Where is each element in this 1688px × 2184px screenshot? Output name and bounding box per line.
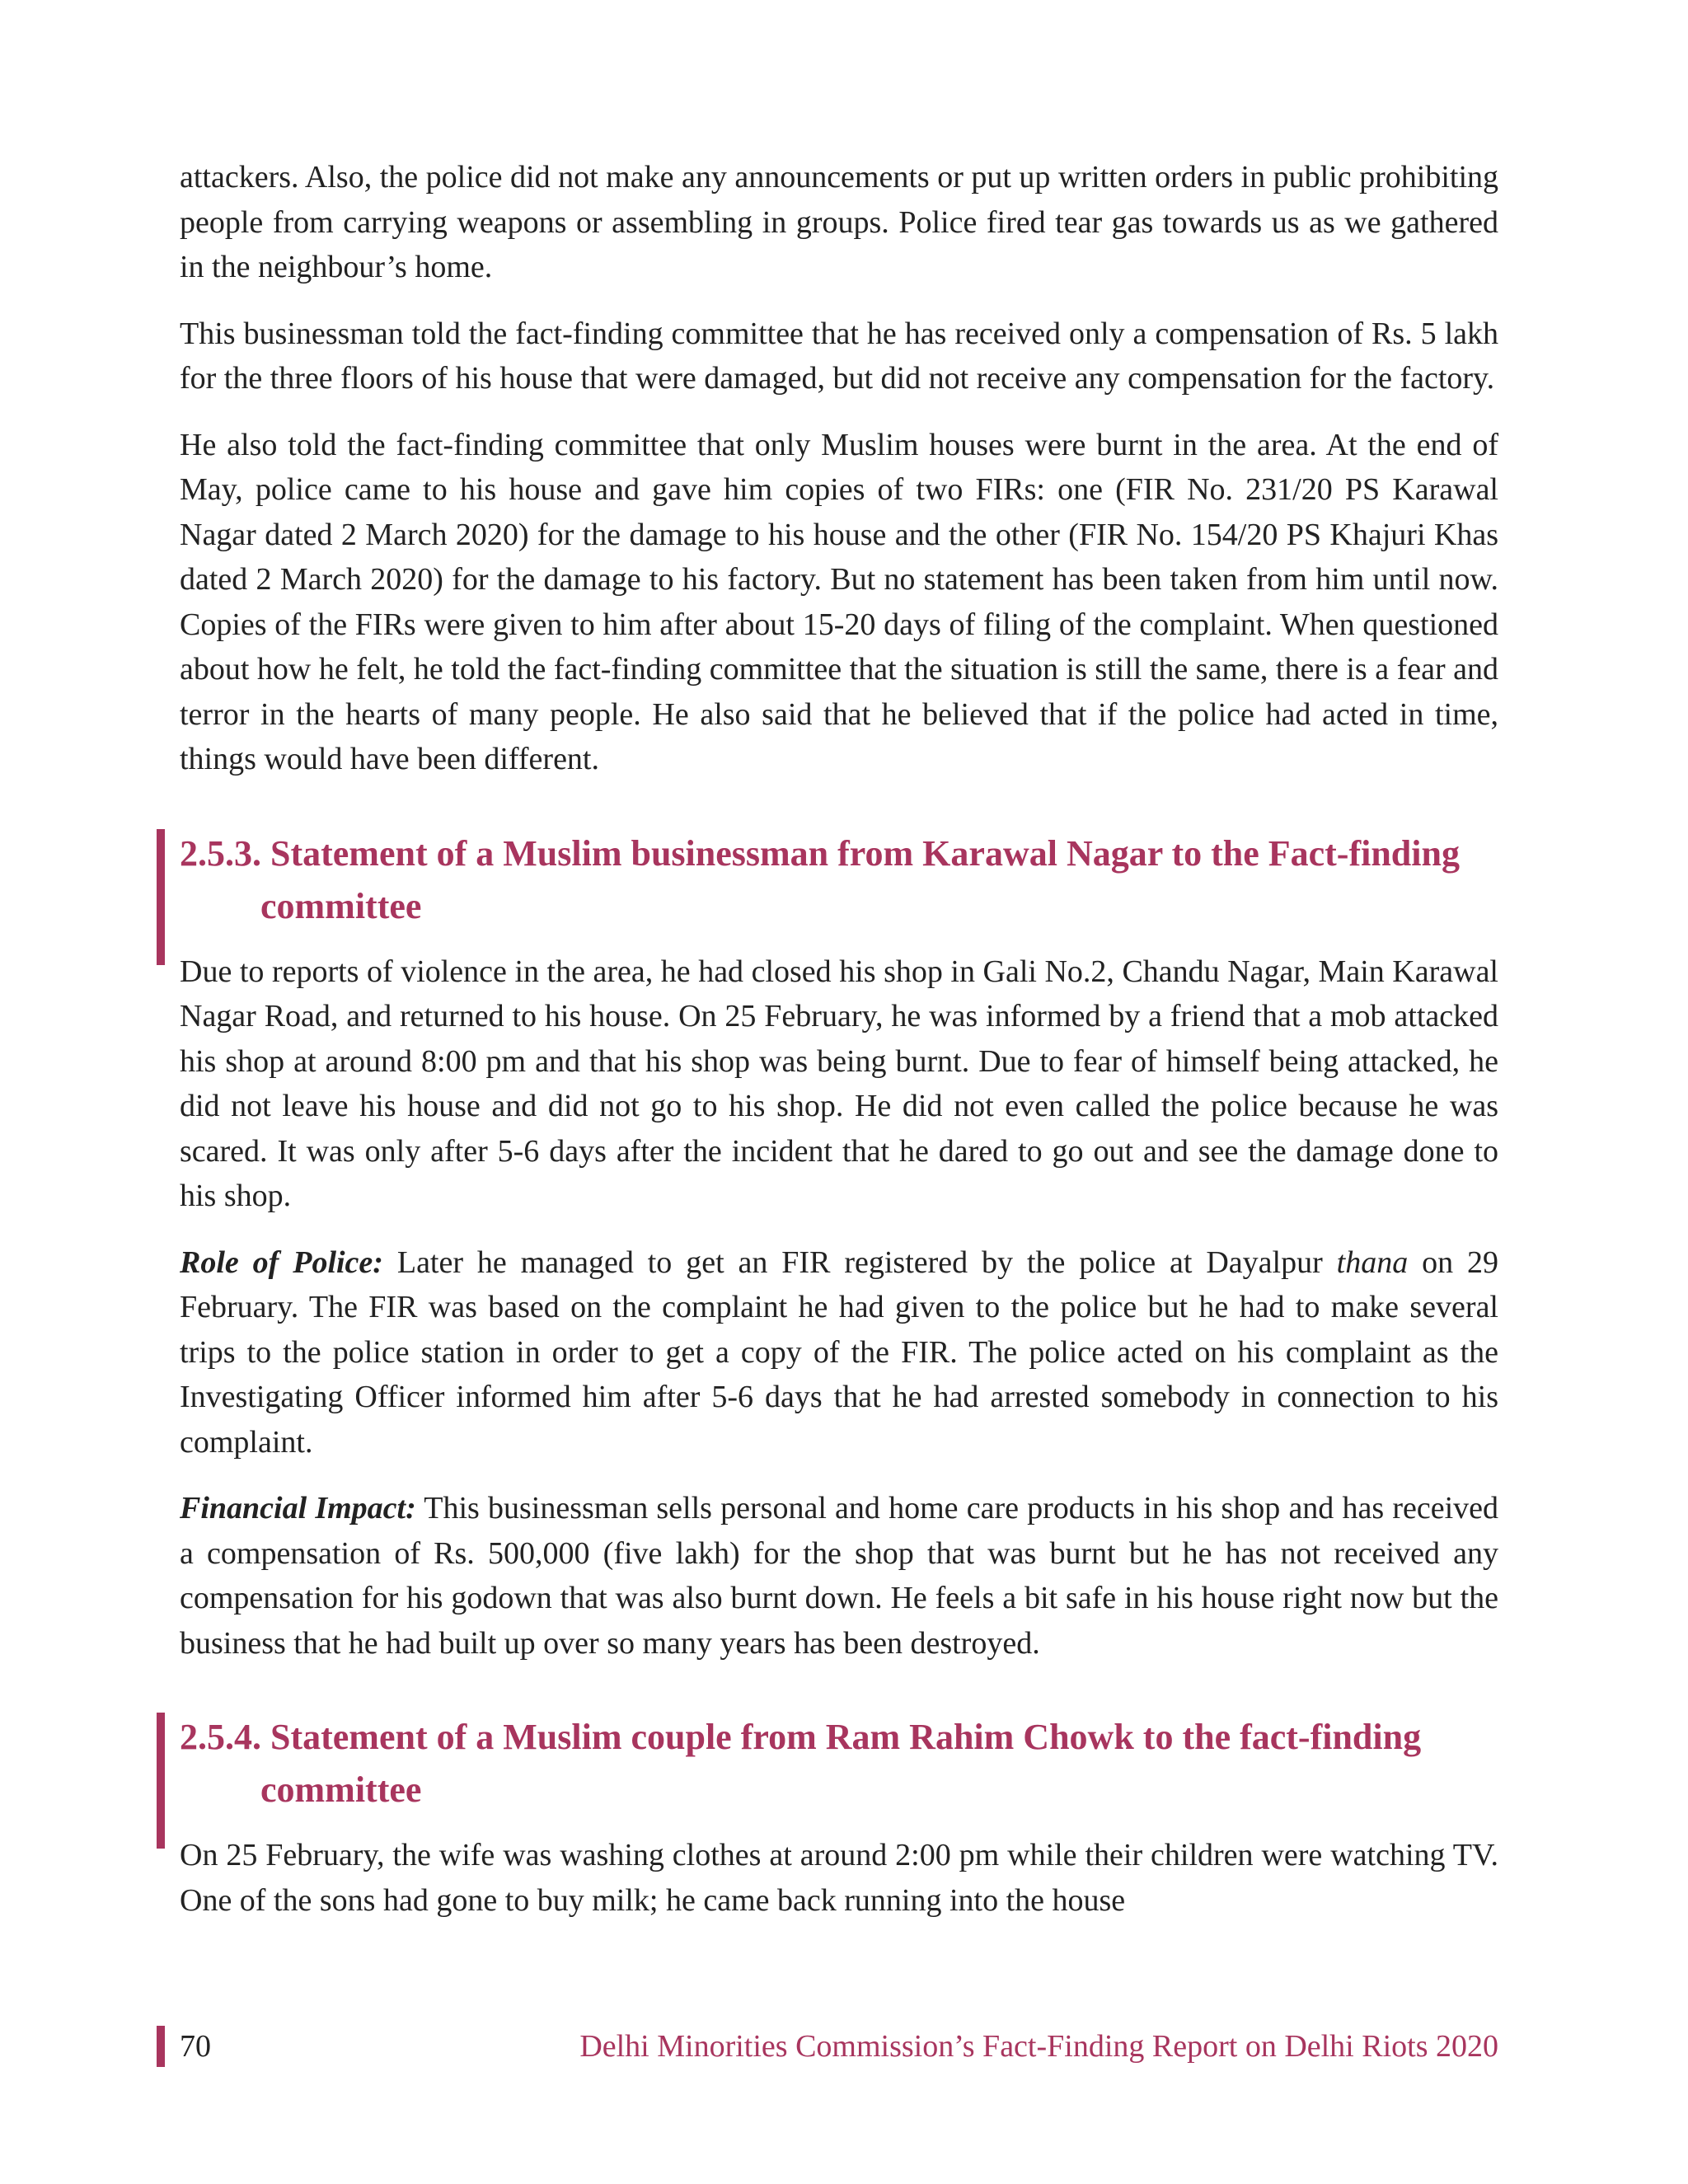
page-number: 70 — [180, 2029, 211, 2064]
police-text-b: on 29 February. The FIR was based on the complaint he had given to the police but he had to make several trips to the police station in order to get a copy of the FIR. The police acted on his complaint as the Investigating Officer informed him after 5-6 days that he had arrested somebody in connection to his complaint. — [180, 1244, 1499, 1460]
heading-accent-bar — [157, 1713, 165, 1849]
heading-text: 2.5.4. Statement of a Muslim couple from Ram Rahim Chowk to the fact-finding committee — [180, 1717, 1422, 1810]
paragraph-shop-attack: Due to reports of violence in the area, he had closed his shop in Gali No.2, Chandu Nagar, Main Karawal Nagar Road, and returned to his house. On 25 February, he was informed by a friend that a mob attacked his shop at around 8:00 pm and that his shop was being burnt. Due to fear of himself being attacked, he did not leave his house and did not go to his shop. He did not even called the police because he was scared. It was only after 5-6 days after the incident that he dared to go out and see the damage done to his shop. — [180, 954, 1498, 1213]
document-body — [180, 155, 1498, 1944]
paragraph-firs: He also told the fact-finding committee that only Muslim houses were burnt in the area. At the end of May, police came to his house and gave him copies of two FIRs: one (FIR No. 231/20 PS Karawal Nagar dated 2 March 2020) for the damage to his house and the other (FIR No. 154/20 PS Khajuri Khas dated 2 March 2020) for the damage to his factory. But no statement has been taken from him until now. Copies of the FIRs were given to him after about 15-20 days of filing of the complaint. When questioned about how he felt, he told the fact-finding committee that the situation is still the same, there is a fear and terror in the hearts of many people. He also said that he believed that if the police had acted in time, things would have been different. — [180, 427, 1498, 776]
finance-text: This businessman sells personal and home care products in his shop and has received a compensation of Rs. 500,000 (five lakh) for the shop that was burnt but he has not received any compensation for his godown that was also burnt down. He feels a bit safe in his house right now but the business that he had built up over so many years has been destroyed. — [180, 1491, 1499, 1661]
page-footer — [157, 2026, 1498, 2067]
heading-accent-bar — [157, 829, 165, 965]
footer-report-title: Delhi Minorities Commission’s Fact-Finding Report on Delhi Riots 2020 — [579, 2029, 1498, 2064]
paragraph-couple: On 25 February, the wife was washing clothes at around 2:00 pm while their children were watching TV. One of the sons had gone to buy milk; he came back running into the house — [180, 1838, 1498, 1918]
section-heading-2-5-4 — [180, 1711, 1498, 1816]
paragraph-compensation: This businessman told the fact-finding committee that he has received only a compensation of Rs. 5 lakh for the three floors of his house that were damaged, but did not receive any compensation for the factory. — [180, 316, 1498, 396]
police-thana-word: thana — [1336, 1244, 1409, 1280]
paragraph-role-of-police — [180, 1240, 1498, 1465]
heading-text: 2.5.3. Statement of a Muslim businessman from Karawal Nagar to the Fact-finding committee — [180, 832, 1460, 926]
role-of-police-label: Role of Police: — [180, 1244, 383, 1280]
financial-impact-label: Financial Impact: — [180, 1491, 416, 1526]
footer-accent-bar — [157, 2026, 165, 2067]
section-heading-2-5-3 — [180, 827, 1498, 933]
police-text-a: Later he managed to get an FIR registered by the police at Dayalpur — [382, 1244, 1337, 1280]
paragraph-attackers: attackers. Also, the police did not make any announcements or put up written orders in public prohibiting people from carrying weapons or assembling in groups. Police fired tear gas towards us as we gathered in the neighbour’s home. — [180, 160, 1498, 284]
paragraph-financial-impact — [180, 1486, 1498, 1666]
